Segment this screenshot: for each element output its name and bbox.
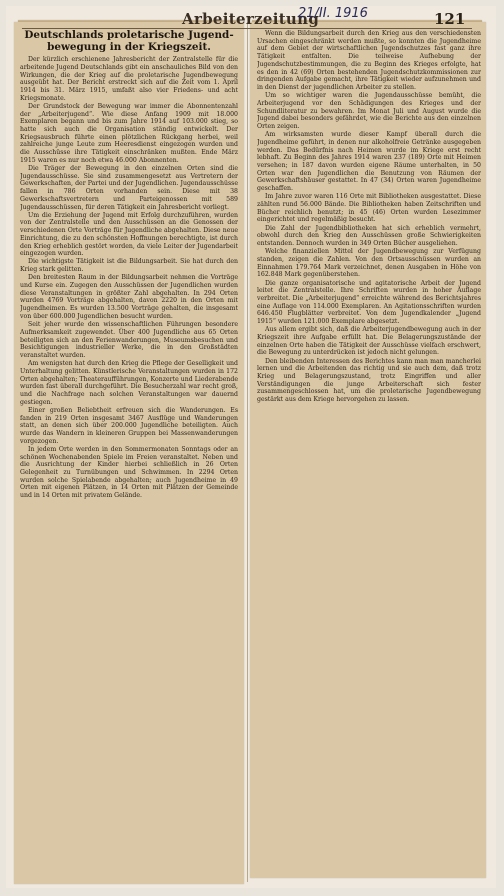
article-right-column bbox=[257, 30, 481, 872]
article-paragraph: Welche finanziellen Mittel der Jugendbewegung zur Verfügung standen, zeigen die Zahlen. Von den Ortsausschüssen wurden an Einnahmen 179.764 Mark verzeichnet, denen Ausgaben in Höhe von 162.848 Mark gegenüberstehen. bbox=[257, 248, 481, 279]
page-number: 121 bbox=[434, 10, 466, 28]
article-paragraph: Die Zahl der Jugendbibliotheken hat sich erheblich vermehrt, obwohl durch den Krieg den Ausschüssen große Schwierigkeiten entstanden. Dennoch wurden in 349 Orten Bücher ausgeliehen. bbox=[257, 224, 481, 247]
handwritten-date: 21/II. 1916 bbox=[298, 6, 368, 21]
article-paragraph: In jedem Orte werden in den Sommermonaten Sonntags oder an schönen Wochenabenden Spiele im Freien veranstaltet. Neben und die Ausrichtung der Kinder hierbei schließlich in 26 Orten Gelegenheit zu Turnübungen und Schwimmen. In 2294 Orten wurden solche Spielabende abgehalten; auch Jugendheime in 49 Orten mit eigenen Plätzen, in 14 Orten mit Plätzen der Gemeinde und in 14 Orten mit privatem Gelände. bbox=[20, 445, 238, 500]
article-paragraph: Die wichtigste Tätigkeit ist die Bildungsarbeit. Sie hat durch den Krieg stark gelitten. bbox=[20, 258, 238, 274]
article-paragraph: Um so wichtiger waren die Jugendausschüsse bemüht, die Arbeiterjugend vor den Schädigungen des Krieges und der Schundliteratur zu bewahren. Im Monat Juli und August wurde die Jugend dabei besonders gefährdet, wie die Berichte aus den einzelnen Orten zeigen. bbox=[257, 92, 481, 130]
article-paragraph: Seit jeher wurde den wissenschaftlichen Führungen besondere Aufmerksamkeit zugewendet. Über 400 Jugendliche aus 65 Orten beteiligten sich an den Ferienwanderungen, Museumsbesuchen und Besichtigungen industrieller Werke, die in den Großstädten veranstaltet wurden. bbox=[20, 321, 238, 359]
article-paragraph: Am wenigsten hat durch den Krieg die Pflege der Geselligkeit und Unterhaltung gelitten. Künstlerische Veranstaltungen wurden in 172 Orten abgehalten; Theateraufführungen, Konzerte und Liederabende wurden fast überall durchgeführt. Die Besucherzahl war recht groß, und die Nachfrage nach solchen Veranstaltungen war dauernd gestiegen. bbox=[20, 360, 238, 406]
article-paragraph: Der kürzlich erschienene Jahresbericht der Zentralstelle für die arbeitende Jugend Deutschlands gibt ein anschauliches Bild von den Wirkungen, die der Krieg auf die proletarische Jugendbewegung ausgeübt hat. Der Bericht erstreckt sich auf die Zeit vom 1. April 1914 bis 31. März 1915, umfaßt also vier Friedens- und acht Kriegsmonate. bbox=[20, 56, 238, 102]
column-divider bbox=[247, 22, 248, 882]
article-paragraph: Den bleibenden Interessen des Berichtes kann man man mancherlei lernen und die Arbeitenden das richtig und sie auch dem, daß trotz Krieg und Belagerungszustand, trotz Eingriffen und aller Verständigungen die junge Arbeiterschaft sich fester zusammengeschlossen hat, um die proletarische Jugendbewegung gestärkt aus dem Kriege hervorgehen zu lassen. bbox=[257, 357, 481, 404]
article-paragraph: Am wirksamsten wurde dieser Kampf überall durch die Jugendheime geführt, in denen nur alkoholfreie Getränke ausgegeben werden. Das Bedürfnis nach Heimen wurde im Kriege erst recht lebhaft. Zu Beginn des Jahres 1914 waren 237 (189) Orte mit Heimen versehen; in 187 davon wurden eigene Räume unterhalten, in 50 Orten war den Jugendlichen die Benutzung von Räumen der Gewerkschaftshäuser gestattet. In 47 (34) Orten waren Jugendheime geschaffen. bbox=[257, 131, 481, 193]
article-paragraph: Aus allem ergibt sich, daß die Arbeiterjugendbewegung auch in der Kriegszeit ihre Aufgabe erfüllt hat. Die Belagerungszustände der einzelnen Orte haben die Tätigkeit der Ausschüsse vielfach erschwert, die Bewegung zu unterdrücken ist jedoch nicht gelungen. bbox=[257, 326, 481, 357]
article-paragraph: Im Jahre zuvor waren 116 Orte mit Bibliotheken ausgestattet. Diese zählten rund 56.000 Bände. Die Bibliotheken haben Zeitschriften und Bücher reichlich benutzt; in 45 (46) Orten wurden Lesezimmer eingerichtet und regelmäßig besucht. bbox=[257, 193, 481, 224]
article-paragraph: Wenn die Bildungsarbeit durch den Krieg aus den verschiedensten Ursachen eingeschränkt werden mußte, so konnten die Jugendheime auf dem Gebiet der wirtschaftlichen Jugendschutzes fast ganz ihre Tätigkeit entfalten. Die teilweise Aufhebung der Jugendschutzbestimmungen, die zu Beginn des Krieges erfolgte, hat es den in 42 (69) Orten bestehenden Jugendschutzkommissionen zur dringenden Aufgabe gemacht, ihre Tätigkeit wieder aufzunehmen und in den Dienst der jugendlichen Arbeiter zu stellen. bbox=[257, 30, 481, 91]
article-left-column bbox=[20, 30, 238, 878]
article-headline: Deutschlands proletarische Jugendbewegung in der Kriegszeit. bbox=[24, 30, 234, 53]
article-paragraph: Die ganze organisatorische und agitatorische Arbeit der Jugend leitet die Zentralstelle. Ihre Schriften wurden in hoher Auflage verbreitet. Die „Arbeiterjugend“ erreichte während des Berichtsjahres eine Auflage von 114.000 Exemplaren. An Agitationsschriften wurden 646.450 Flugblätter verbreitet. Von dem Jugendkalender „Jugend 1915“ wurden 121.000 Exemplare abgesetzt. bbox=[257, 279, 481, 326]
masthead-rule bbox=[22, 28, 472, 29]
article-paragraph: Den breitesten Raum in der Bildungsarbeit nehmen die Vorträge und Kurse ein. Zugegen den Ausschüssen der Jugendlichen wurden diese Veranstaltungen in größter Zahl abgehalten. In 294 Orten wurden 4769 Vorträge abgehalten, davon 2220 in den Orten mit Jugendheimen. Es wurden 13.500 Vorträge gehalten, die insgesamt von über 600.000 Jugendlichen besucht wurden. bbox=[20, 274, 238, 320]
newspaper-title: Arbeiterzeitung bbox=[182, 10, 320, 28]
article-paragraph: Der Grundstock der Bewegung war immer die Abonnentenzahl der „Arbeiterjugend“. Wie diese Anfang 1909 mit 18.000 Exemplaren begann und bis zum Jahre 1914 auf 103.000 stieg, so hatte sich auch die Organisation ständig entwickelt. Der Kriegsausbruch führte einen plötzlichen Rückgang herbei, weil zahlreiche junge Leute zum Heeresdienst eingezogen wurden und die Ausschüsse ihre Tätigkeit einschränken mußten. Ende März 1915 waren es nur noch etwa 46.000 Abonnenten. bbox=[20, 102, 238, 164]
article-paragraph: Die Träger der Bewegung in den einzelnen Orten sind die Jugendausschüsse. Sie sind zusammengesetzt aus Vertretern der Gewerkschaften, der Partei und der Jugendlichen. Jugendausschüsse fallen in 786 Orten vorhanden sein. Diese mit 38 Gewerkschaftsvertretern und Parteigenossen mit 589 Jugendausschüssen, für deren Tätigkeit ein Jahresbericht vorliegt. bbox=[20, 165, 238, 211]
article-paragraph: Um die Erziehung der Jugend mit Erfolg durchzuführen, wurden von der Zentralstelle und den Ausschüssen an die Genossen der verschiedenen Orte Vorträge für Jugendliche abgehalten. Diese neue Einrichtung, die zu den schönsten Hoffnungen berechtigte, ist durch den Krieg erheblich gestört worden, da viele Leiter der Jugendarbeit eingezogen wurden. bbox=[20, 211, 238, 258]
article-paragraph: Einer großen Beliebtheit erfreuen sich die Wanderungen. Es fanden in 219 Orten insgesamt 3467 Ausflüge und Wanderungen statt, an denen sich über 200.000 Jugendliche beteiligten. Auch wurde das Wandern in kleineren Gruppen bei Massenwanderungen vorgezogen. bbox=[20, 406, 238, 445]
